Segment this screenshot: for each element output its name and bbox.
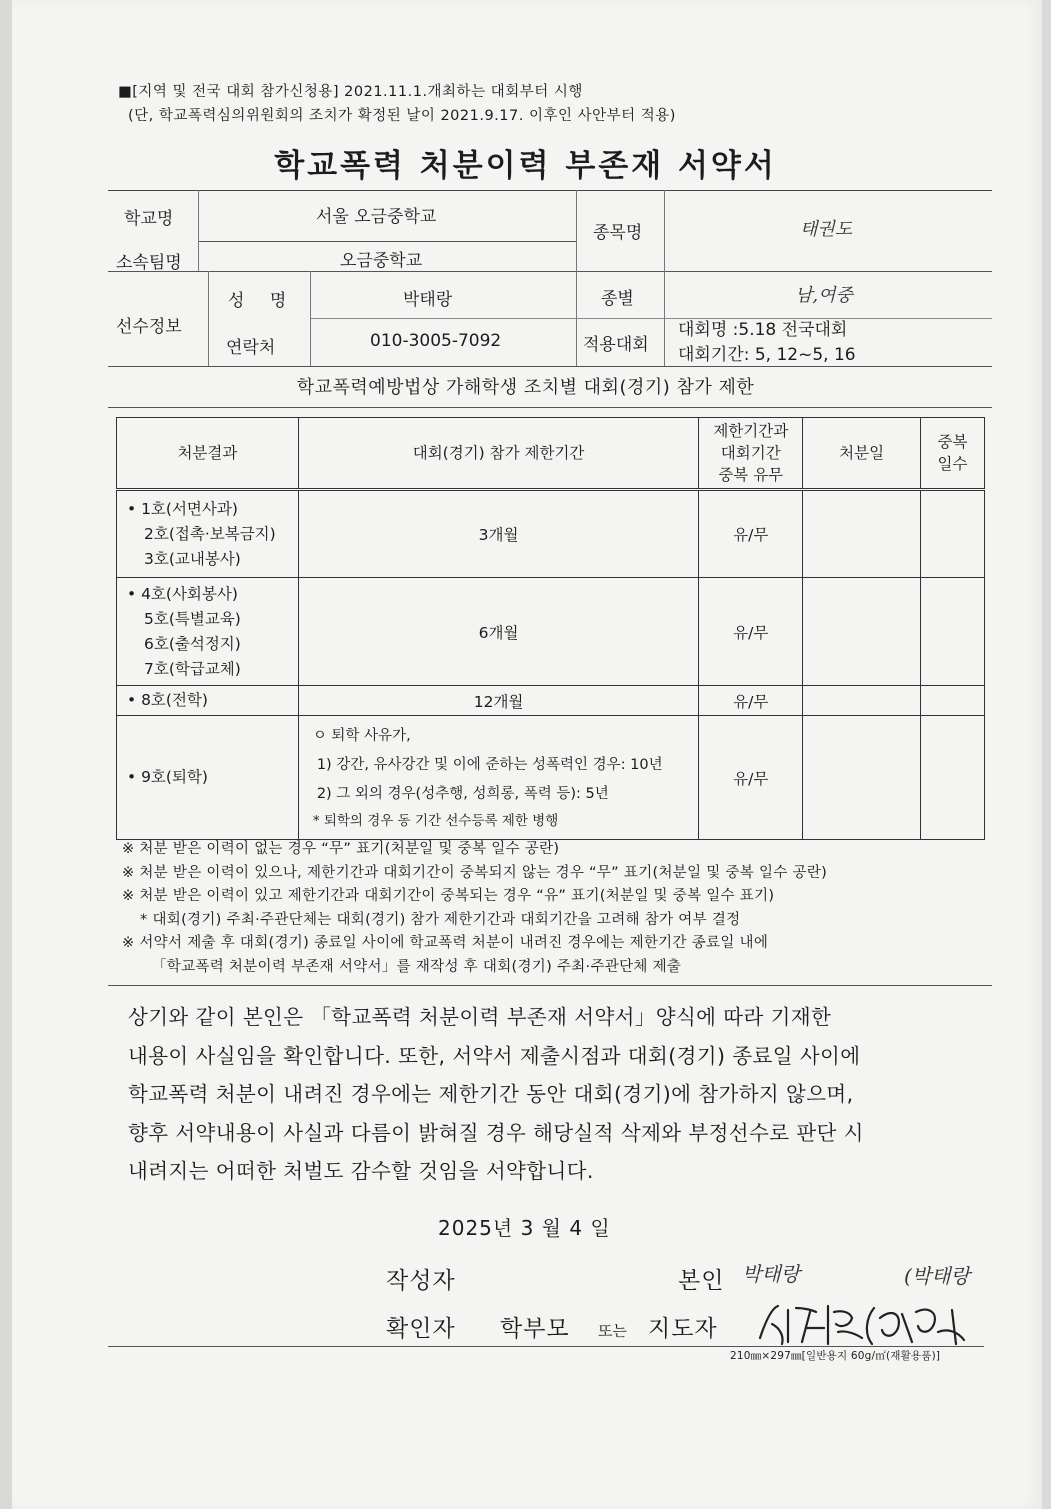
pledge-line: 향후 서약내용이 사실과 다름이 밝혀질 경우 해당실적 삭제와 부정선수로 판단 시 [128, 1120, 864, 1145]
info-vrule-2 [576, 190, 577, 366]
notice-line-1: ■[지역 및 전국 대회 참가신청용] 2021.11.1.개최하는 대회부터 시행 [118, 84, 583, 100]
author-label: 작성자 [386, 1268, 456, 1294]
note-line: * 대회(경기) 주최·주관단체는 대회(경기) 참가 제한기간과 대회기간을 고려해 참가 여부 결정 [140, 911, 741, 928]
pledge-line: 상기와 같이 본인은 「학교폭력 처분이력 부존재 서약서」양식에 따라 기재한 [128, 1005, 832, 1029]
header-days-line-1: 중복 [937, 433, 968, 451]
result-item: 3호(교내봉사) [144, 549, 241, 568]
name-label: 성 명 [228, 291, 297, 311]
event-label: 종목명 [593, 223, 643, 243]
period-cell: 12개월 [298, 686, 699, 716]
parent-label: 학부모 [500, 1316, 570, 1342]
pledge-line: 내려지는 어떠한 처벌도 감수할 것임을 서약합니다. [128, 1159, 594, 1183]
header-overlap-line-2: 대회기간 [720, 444, 781, 462]
period-cell [298, 716, 699, 840]
result-cell [117, 716, 299, 840]
days-cell[interactable] [921, 716, 985, 840]
applied-competition-label: 적용대회 [583, 335, 649, 355]
result-item: 7호(학급교체) [144, 659, 241, 678]
result-item: 2호(접촉·보복금지) [144, 524, 276, 543]
info-vrule-5 [310, 271, 311, 366]
result-cell [117, 686, 299, 716]
table-row [117, 490, 985, 578]
note-line: ※ 처분 받은 이력이 있으나, 제한기간과 대회기간이 중복되지 않는 경우 “무” 표기(처분일 및 중복 일수 공란) [122, 864, 828, 881]
name-value: 박태랑 [403, 290, 453, 310]
info-top-rule [108, 190, 992, 191]
expulsion-line: * 퇴학의 경우 동 기간 선수등록 제한 병행 [312, 813, 559, 829]
guardian-signature[interactable] [752, 1298, 1012, 1350]
header-overlap-line-1: 제한기간과 [713, 422, 789, 440]
expulsion-line: ㅇ 퇴학 사유가, [312, 728, 411, 744]
or-label: 또는 [598, 1322, 627, 1340]
contact-value: 010-3005-7092 [370, 331, 502, 351]
info-rule-bottom [108, 366, 992, 367]
team-value: 오금중학교 [340, 251, 423, 271]
document-title: 학교폭력 처분이력 부존재 서약서 [274, 148, 777, 184]
notes-rule [108, 985, 992, 986]
event-value: 태권도 [800, 219, 853, 240]
signature-rule [108, 1346, 984, 1347]
info-rule-name [310, 318, 992, 319]
restriction-table [116, 417, 985, 840]
period-cell: 3개월 [298, 490, 699, 578]
paper-spec-footer: 210㎜×297㎜[일반용지 60g/㎡(재활용품)] [730, 1350, 941, 1362]
days-cell[interactable] [921, 578, 985, 686]
table-row [117, 686, 985, 716]
result-item: • 9호(퇴학) [127, 768, 208, 786]
note-line: ※ 처분 받은 이력이 없는 경우 “무” 표기(처분일 및 중복 일수 공란) [122, 841, 560, 857]
days-cell[interactable] [921, 490, 985, 578]
self-signature-text[interactable]: (박태랑 [904, 1264, 970, 1288]
header-date: 처분일 [803, 418, 921, 490]
note-line: ※ 서약서 제출 후 대회(경기) 종료일 사이에 학교폭력 처분이 내려진 경우에는 제한기간 종료일 내에 [122, 935, 769, 951]
pledge-line: 내용이 사실임을 확인합니다. 또한, 서약서 제출시점과 대회(경기) 종료일 사이에 [128, 1043, 861, 1068]
contact-label: 연락처 [226, 338, 276, 358]
guide-label: 지도자 [648, 1316, 718, 1342]
overlap-cell: 유/무 [699, 716, 803, 840]
result-item: • 8호(전학) [127, 691, 208, 709]
school-label: 학교명 [124, 209, 174, 229]
result-cell [117, 578, 299, 686]
school-value: 서울 오금중학교 [316, 207, 437, 227]
result-item: 5호(특별교육) [144, 609, 241, 628]
overlap-cell: 유/무 [699, 490, 803, 578]
date-cell[interactable] [803, 716, 921, 840]
info-vrule-1 [198, 190, 199, 271]
days-cell[interactable] [921, 686, 985, 716]
section-title: 학교폭력예방법상 가해학생 조치별 대회(경기) 참가 제한 [296, 377, 755, 398]
table-row [117, 578, 985, 686]
date-cell[interactable] [803, 578, 921, 686]
header-days-line-2: 일수 [937, 455, 968, 473]
division-label: 종별 [601, 289, 634, 309]
pledge-paragraph [128, 998, 988, 1191]
info-vrule-4 [208, 271, 209, 366]
pledge-date: 2025년 3 월 4 일 [438, 1216, 611, 1240]
period-cell: 6개월 [298, 578, 699, 686]
pledge-line: 학교폭력 처분이 내려진 경우에는 제한기간 동안 대회(경기)에 참가하지 않으며, [128, 1082, 854, 1106]
date-cell[interactable] [803, 686, 921, 716]
header-overlap-line-3: 중복 유무 [718, 466, 784, 484]
expulsion-line: 2) 그 외의 경우(성추행, 성희롱, 폭력 등): 5년 [316, 786, 609, 802]
note-line: ※ 처분 받은 이력이 있고 제한기간과 대회기간이 중복되는 경우 “유” 표기(처분일 및 중복 일수 표기) [122, 888, 775, 904]
section-rule [108, 407, 992, 408]
table-row [117, 716, 985, 840]
notes-block [122, 838, 827, 979]
expulsion-line: 1) 강간, 유사강간 및 이에 준하는 성폭력인 경우: 10년 [316, 757, 663, 773]
competition-period: 대회기간: 5, 12~5, 16 [678, 345, 856, 365]
note-line: 「학교폭력 처분이력 부존재 서약서」를 재작성 후 대회(경기) 주최·주관단체 제출 [152, 958, 682, 975]
result-item: • 4호(사회봉사) [127, 584, 238, 603]
self-label: 본인 [678, 1268, 725, 1294]
competition-name: 대회명 :5.18 전국대회 [678, 320, 848, 340]
result-item: • 1호(서면사과) [127, 499, 238, 518]
notice-line-2: (단, 학교폭력심의위원회의 조치가 확정된 날이 2021.9.17. 이후인 사안부터 적용) [128, 108, 676, 124]
team-label: 소속팀명 [116, 253, 182, 273]
header-overlap [699, 418, 803, 490]
overlap-cell: 유/무 [699, 578, 803, 686]
division-value: 남,여중 [795, 285, 853, 306]
player-info-label: 선수정보 [116, 317, 182, 337]
overlap-cell: 유/무 [699, 686, 803, 716]
self-name-handwritten[interactable]: 박태랑 [742, 1262, 800, 1286]
header-result: 처분결과 [117, 418, 299, 490]
result-item: 6호(출석정지) [144, 634, 241, 653]
confirmer-label: 확인자 [386, 1316, 456, 1342]
table-header-row [117, 418, 985, 490]
header-period: 대회(경기) 참가 제한기간 [298, 418, 699, 490]
header-days [921, 418, 985, 490]
date-cell[interactable] [803, 490, 921, 578]
info-vrule-3 [664, 190, 665, 366]
info-rule-mid [108, 271, 992, 272]
info-rule-school [198, 241, 576, 242]
result-cell [117, 490, 299, 578]
